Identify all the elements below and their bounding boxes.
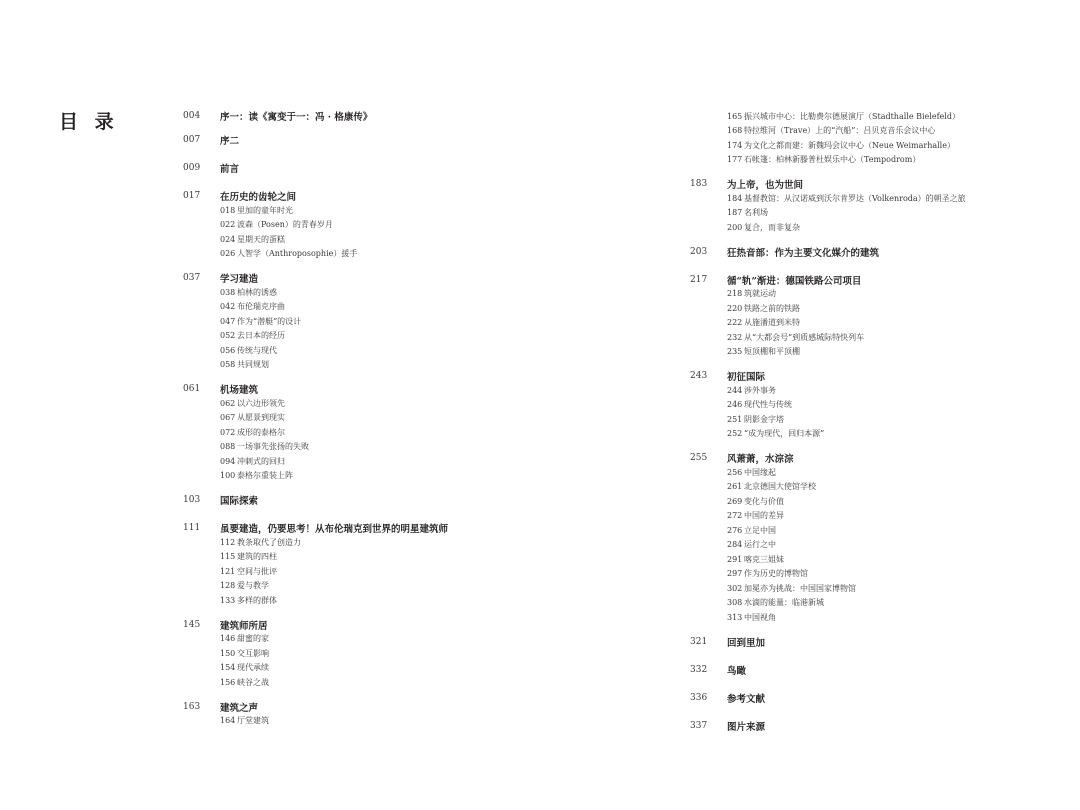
section-title: 从愿景到现实 bbox=[237, 413, 285, 423]
toc-section[interactable] bbox=[690, 509, 1060, 524]
section-title: 厅堂建筑 bbox=[237, 716, 269, 726]
chapter-title: 循“轨”渐进：德国铁路公司项目 bbox=[727, 275, 862, 287]
section-title: 传统与现代 bbox=[237, 345, 277, 355]
toc-section[interactable] bbox=[690, 191, 1060, 206]
section-title: 中国视角 bbox=[744, 612, 776, 622]
chapter-page: 111 bbox=[183, 523, 201, 533]
section-title: 涉外事务 bbox=[744, 385, 776, 395]
chapter-title: 鸟瞰 bbox=[727, 665, 747, 677]
section-title: 冲刺式的回归 bbox=[237, 456, 285, 466]
chapter-page: 217 bbox=[690, 274, 708, 285]
toc-chapter[interactable] bbox=[690, 635, 1060, 649]
section-title: 一场事先张扬的失败 bbox=[237, 442, 309, 452]
section-page: 269 bbox=[727, 496, 743, 506]
section-title: 喀克三姐妹 bbox=[744, 554, 784, 564]
section-title: 名利场 bbox=[744, 208, 768, 218]
chapter-title: 机场建筑 bbox=[220, 385, 259, 396]
toc-section[interactable] bbox=[183, 300, 623, 315]
chapter-page: 004 bbox=[183, 111, 201, 121]
section-title: 北京德国大使馆学校 bbox=[744, 482, 816, 492]
toc-section[interactable] bbox=[690, 523, 1060, 538]
section-page: 272 bbox=[727, 511, 743, 521]
toc-section[interactable] bbox=[690, 206, 1060, 221]
toc-section[interactable] bbox=[690, 398, 1060, 413]
section-title: 建筑的四柱 bbox=[237, 552, 277, 562]
toc-chapter[interactable] bbox=[183, 271, 623, 372]
section-page: 146 bbox=[220, 634, 236, 644]
section-title: 铁路之前的铁路 bbox=[744, 303, 800, 313]
chapter-page: 203 bbox=[690, 246, 708, 257]
toc-chapter[interactable] bbox=[183, 382, 623, 483]
toc-section[interactable] bbox=[183, 232, 623, 247]
section-page: 168 bbox=[727, 126, 743, 136]
toc-chapter[interactable] bbox=[690, 691, 1060, 705]
section-page: 022 bbox=[220, 220, 236, 230]
toc-section[interactable] bbox=[183, 314, 623, 329]
section-title: 复合，而非复杂 bbox=[744, 222, 800, 232]
toc-chapter[interactable] bbox=[183, 521, 623, 608]
section-page: 251 bbox=[727, 414, 743, 424]
section-page: 308 bbox=[727, 598, 743, 608]
chapter-title: 虽要建造，仍要思考！从布伦瑞克到世界的明星建筑师 bbox=[220, 524, 449, 535]
chapter-title: 初征国际 bbox=[727, 372, 766, 383]
chapter-page: 183 bbox=[690, 179, 708, 189]
section-page: 222 bbox=[727, 318, 743, 328]
section-title: 爱与教学 bbox=[237, 581, 269, 591]
section-title: 空间与批评 bbox=[237, 566, 277, 576]
toc-section[interactable] bbox=[183, 632, 623, 647]
section-title: 成形的泰格尔 bbox=[237, 427, 285, 437]
toc-chapter[interactable] bbox=[690, 369, 1060, 441]
chapter-page: 061 bbox=[183, 384, 201, 394]
chapter-title: 为上帝，也为世间 bbox=[727, 180, 804, 191]
section-title: 现代性与传统 bbox=[744, 400, 792, 410]
section-page: 218 bbox=[727, 289, 743, 299]
section-title: “成为现代，回归本源” bbox=[744, 429, 825, 439]
section-title: 筑就运动 bbox=[744, 289, 776, 299]
toc-section[interactable] bbox=[183, 411, 623, 426]
section-page: 062 bbox=[220, 398, 236, 408]
section-title: 去日本的经历 bbox=[237, 331, 285, 341]
chapter-page: 255 bbox=[690, 453, 708, 463]
toc-section[interactable] bbox=[183, 646, 623, 661]
section-page: 232 bbox=[727, 332, 743, 342]
section-title: 水滴的能量：临港新城 bbox=[744, 598, 824, 608]
section-page: 026 bbox=[220, 249, 236, 259]
chapter-page: 321 bbox=[690, 636, 708, 647]
chapter-page: 017 bbox=[183, 191, 201, 201]
chapter-title: 狂热音部：作为主要文化媒介的建筑 bbox=[727, 247, 880, 259]
section-page: 244 bbox=[727, 385, 743, 395]
toc-right-column bbox=[690, 109, 1060, 733]
toc-section[interactable] bbox=[690, 581, 1060, 596]
section-title: 里加的童年时光 bbox=[237, 205, 293, 215]
toc-section[interactable] bbox=[183, 564, 623, 579]
section-page: 056 bbox=[220, 345, 236, 355]
toc-section[interactable] bbox=[183, 454, 623, 469]
toc-chapter[interactable] bbox=[690, 663, 1060, 677]
section-title: 运行之中 bbox=[744, 540, 776, 550]
section-title: 峡谷之战 bbox=[237, 677, 269, 687]
section-page: 297 bbox=[727, 569, 743, 579]
toc-chapter[interactable] bbox=[183, 109, 623, 123]
section-title: 基督教馆：从汉诺威到沃尔肯罗达（Volkenroda）的朝圣之旅 bbox=[744, 193, 966, 203]
chapter-title: 前言 bbox=[220, 164, 240, 175]
section-page: 220 bbox=[727, 303, 743, 313]
section-page: 121 bbox=[220, 566, 236, 576]
toc-section[interactable] bbox=[183, 218, 623, 233]
toc-section[interactable] bbox=[690, 138, 1060, 153]
section-title: 阴影金字塔 bbox=[744, 414, 784, 424]
section-title: 从施潘道到米特 bbox=[744, 318, 800, 328]
chapter-page: 007 bbox=[183, 135, 201, 145]
toc-section[interactable] bbox=[690, 124, 1060, 139]
toc-chapter[interactable] bbox=[183, 189, 623, 261]
section-title: 振兴城市中心：比勒费尔德展演厅（Stadthalle Bielefeld） bbox=[744, 111, 960, 121]
chapter-title: 序二 bbox=[220, 136, 240, 147]
toc-chapter[interactable] bbox=[690, 719, 1060, 733]
section-page: 291 bbox=[727, 554, 743, 564]
section-page: 313 bbox=[727, 612, 743, 622]
section-page: 200 bbox=[727, 222, 743, 232]
toc-section[interactable] bbox=[690, 301, 1060, 316]
section-title: 立足中国 bbox=[744, 525, 776, 535]
toc-chapter[interactable] bbox=[690, 273, 1060, 360]
chapter-title: 建筑师所居 bbox=[220, 620, 268, 632]
toc-section[interactable] bbox=[183, 550, 623, 565]
toc-section[interactable] bbox=[183, 203, 623, 218]
toc-section[interactable] bbox=[183, 358, 623, 373]
toc-section[interactable] bbox=[690, 567, 1060, 582]
section-page: 184 bbox=[727, 193, 743, 203]
section-title: 多样的群体 bbox=[237, 595, 277, 605]
chapter-page: 163 bbox=[183, 701, 201, 712]
toc-section[interactable] bbox=[690, 480, 1060, 495]
section-page: 235 bbox=[727, 347, 743, 357]
chapter-title: 回到里加 bbox=[727, 637, 766, 649]
toc-section[interactable] bbox=[690, 412, 1060, 427]
section-page: 187 bbox=[727, 208, 743, 218]
section-page: 024 bbox=[220, 234, 236, 244]
section-page: 067 bbox=[220, 413, 236, 423]
section-page: 154 bbox=[220, 663, 236, 673]
section-page: 112 bbox=[220, 537, 236, 547]
chapter-page: 332 bbox=[690, 664, 708, 675]
toc-chapter[interactable] bbox=[183, 700, 623, 729]
toc-section[interactable] bbox=[183, 396, 623, 411]
chapter-title: 参考文献 bbox=[727, 693, 766, 705]
toc-chapter[interactable] bbox=[690, 451, 1060, 625]
toc-left-column bbox=[183, 109, 623, 728]
section-page: 246 bbox=[727, 400, 743, 410]
section-page: 150 bbox=[220, 648, 236, 658]
toc-section[interactable] bbox=[183, 714, 623, 729]
section-page: 174 bbox=[727, 140, 743, 150]
section-title: 星期天的蛋糕 bbox=[237, 234, 285, 244]
toc-section[interactable] bbox=[690, 345, 1060, 360]
toc-section[interactable] bbox=[690, 109, 1060, 124]
chapter-page: 145 bbox=[183, 619, 201, 630]
toc-section[interactable] bbox=[183, 675, 623, 690]
toc-section[interactable] bbox=[690, 220, 1060, 235]
toc-section[interactable] bbox=[183, 579, 623, 594]
section-page: 156 bbox=[220, 677, 236, 687]
toc-section[interactable] bbox=[183, 440, 623, 455]
section-title: 现代承续 bbox=[237, 663, 269, 673]
section-page: 052 bbox=[220, 331, 236, 341]
section-page: 088 bbox=[220, 442, 236, 452]
section-page: 256 bbox=[727, 467, 743, 477]
toc-section[interactable] bbox=[690, 153, 1060, 168]
section-title: 加冕亦为挑战：中国国家博物馆 bbox=[744, 583, 856, 593]
section-title: 教条取代了创造力 bbox=[237, 537, 301, 547]
section-title: 从“大都会号”到质感城际特快列车 bbox=[744, 332, 865, 342]
section-page: 133 bbox=[220, 595, 236, 605]
chapter-title: 建筑之声 bbox=[220, 702, 259, 714]
toc-section[interactable] bbox=[690, 552, 1060, 567]
section-title: 作为历史的博物馆 bbox=[744, 569, 808, 579]
section-page: 047 bbox=[220, 316, 236, 326]
toc-chapter[interactable] bbox=[183, 618, 623, 690]
section-page: 164 bbox=[220, 716, 236, 726]
section-page: 276 bbox=[727, 525, 743, 535]
toc-chapter[interactable] bbox=[183, 493, 623, 507]
section-title: 作为“潜艇”的设计 bbox=[237, 316, 302, 326]
toc-section[interactable] bbox=[690, 610, 1060, 625]
toc-section[interactable] bbox=[183, 247, 623, 262]
toc-section[interactable] bbox=[690, 538, 1060, 553]
toc-section[interactable] bbox=[183, 469, 623, 484]
section-page: 072 bbox=[220, 427, 236, 437]
toc-section[interactable] bbox=[183, 661, 623, 676]
toc-section[interactable] bbox=[183, 343, 623, 358]
section-page: 100 bbox=[220, 471, 236, 481]
section-title: 为文化之都而建：新魏玛会议中心（Neue Weimarhalle） bbox=[744, 140, 955, 150]
section-title: 人智学（Anthroposophie）援手 bbox=[237, 249, 358, 259]
page-title: 目 录 bbox=[59, 111, 119, 133]
section-title: 特拉维河（Trave）上的“汽船”：吕贝克音乐会议中心 bbox=[744, 126, 936, 136]
section-title: 以六边形领先 bbox=[237, 398, 285, 408]
section-page: 058 bbox=[220, 360, 236, 370]
section-title: 泰格尔重装上阵 bbox=[237, 471, 293, 481]
toc-section[interactable] bbox=[690, 465, 1060, 480]
toc-section[interactable] bbox=[690, 287, 1060, 302]
toc-chapter[interactable] bbox=[183, 161, 623, 175]
section-title: 布伦瑞克序曲 bbox=[237, 302, 285, 312]
toc-section[interactable] bbox=[690, 316, 1060, 331]
toc-chapter[interactable] bbox=[183, 133, 623, 147]
toc-continued-sections bbox=[690, 109, 1060, 167]
chapter-page: 336 bbox=[690, 692, 708, 703]
section-title: 短顶棚和平顶棚 bbox=[744, 347, 800, 357]
toc-section[interactable] bbox=[183, 535, 623, 550]
toc-section[interactable] bbox=[183, 285, 623, 300]
chapter-page: 337 bbox=[690, 720, 708, 731]
section-page: 042 bbox=[220, 302, 236, 312]
toc-section[interactable] bbox=[183, 329, 623, 344]
chapter-page: 037 bbox=[183, 273, 201, 283]
section-page: 302 bbox=[727, 583, 743, 593]
section-title: 共同规划 bbox=[237, 360, 269, 370]
chapter-title: 国际探索 bbox=[220, 496, 259, 507]
chapter-page: 103 bbox=[183, 495, 201, 505]
section-page: 115 bbox=[220, 552, 236, 562]
section-page: 038 bbox=[220, 287, 236, 297]
section-page: 252 bbox=[727, 429, 743, 439]
section-title: 中国的差异 bbox=[744, 511, 784, 521]
toc-section[interactable] bbox=[690, 596, 1060, 611]
toc-section[interactable] bbox=[183, 593, 623, 608]
chapter-title: 图片来源 bbox=[727, 721, 766, 733]
chapter-title: 学习建造 bbox=[220, 274, 259, 285]
toc-section[interactable] bbox=[690, 494, 1060, 509]
section-page: 261 bbox=[727, 482, 743, 492]
chapter-page: 243 bbox=[690, 371, 708, 381]
section-title: 甜蜜的家 bbox=[237, 634, 269, 644]
toc-section[interactable] bbox=[690, 383, 1060, 398]
toc-section[interactable] bbox=[690, 330, 1060, 345]
chapter-title: 在历史的齿轮之间 bbox=[220, 192, 297, 203]
section-page: 284 bbox=[727, 540, 743, 550]
section-title: 中国缘起 bbox=[744, 467, 776, 477]
toc-chapter[interactable] bbox=[690, 177, 1060, 235]
section-page: 165 bbox=[727, 111, 743, 121]
section-page: 128 bbox=[220, 581, 236, 591]
section-page: 018 bbox=[220, 205, 236, 215]
section-title: 变化与价值 bbox=[744, 496, 784, 506]
toc-chapter[interactable] bbox=[690, 245, 1060, 259]
chapter-title: 序一：读《寓变于一：冯 · 格康传》 bbox=[220, 112, 373, 123]
section-title: 交互影响 bbox=[237, 648, 269, 658]
chapter-page: 009 bbox=[183, 163, 201, 173]
section-page: 094 bbox=[220, 456, 236, 466]
section-page: 177 bbox=[727, 155, 743, 165]
section-title: 柏林的诱惑 bbox=[237, 287, 277, 297]
section-title: 波森（Posen）的青春岁月 bbox=[237, 220, 333, 230]
section-title: 石帐篷：柏林新滕普杜娱乐中心（Tempodrom） bbox=[744, 155, 921, 165]
toc-section[interactable] bbox=[690, 427, 1060, 442]
toc-section[interactable] bbox=[183, 425, 623, 440]
chapter-title: 风萧萧，水淙淙 bbox=[727, 454, 794, 465]
